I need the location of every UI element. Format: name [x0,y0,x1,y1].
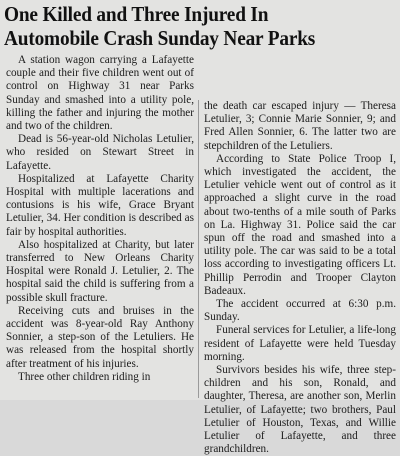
headline [4,2,365,50]
right-column [204,100,396,456]
paragraph-continuation: the death car escaped injury — Theresa Letulier, 3; Connie Marie Sonnier, 9; and Fred Allen Sonnier, 6. The latter two are stepchildren of the Letuliers. [204,100,396,152]
paragraph: Also hospitalized at Charity, but later transferred to New Orleans Charity Hospital were Ronald J. Letulier, 2. The hospital said the child is suffering from a possible skull fracture. [6,238,194,304]
paragraph: Dead is 56-year-old Nicholas Letulier, who resided on Stewart Street in Lafayette. [6,133,194,172]
paragraph: Funeral services for Letulier, a life-long resident of Lafayette were held Tuesday morning. [204,324,396,363]
left-column [6,54,194,384]
headline-line-1: One Killed and Three Injured In [4,2,269,26]
paragraph: Three other children riding in [18,370,151,383]
paragraph: A station wagon carrying a Lafayette couple and their five children went out of control on Highway 31 near Parks Sunday and smashed into a utility pole, killing the father and injuring the mother and two of the children. [6,54,194,133]
paragraph: Hospitalized at Lafayette Charity Hospital with multiple lacerations and contusions is his wife, Grace Bryant Letulier, 34. Her condition is described as fair by hospital authorities. [6,172,194,238]
headline-line-2: Automobile Crash Sunday Near Parks [4,26,316,50]
paragraph: Receiving cuts and bruises in the accident was 8-year-old Ray Anthony Sonnier, a step-son of the Letuliers. He was released from the hospital shortly after treatment of his injuries. [6,304,194,370]
paragraph: Survivors besides his wife, three step-children and his son, Ronald, and daughter, Theresa, are another son, Merlin Letulier, of Lafayette; two brothers, Paul Letulier of Houston, Texas, and Willie Letulier of Lafayette, and three grandchildren. [204,364,396,456]
column-divider [198,100,199,398]
paragraph: The accident occurred at 6:30 p.m. Sunday. [204,298,396,324]
paragraph: According to State Police Troop I, which investigated the accident, the Letulier vehicle went out of control as it approached a slight curve in the road about two-tenths of a mile south of Parks on La. Highway 31. Police said the car spun off the road and smashed into a utility pole. The car was said to be a total loss according to investigating officers Lt. Phillip Perrodin and Trooper Clayton Badeaux. [204,152,396,297]
